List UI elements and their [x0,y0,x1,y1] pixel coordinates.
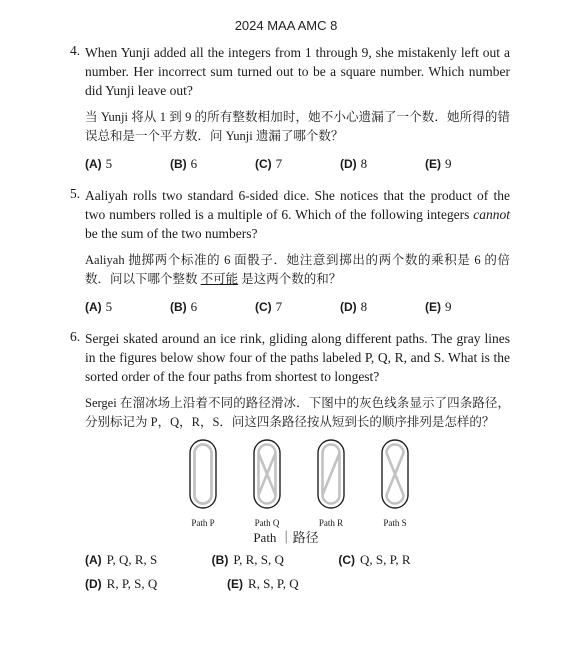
path-p-label: Path P [191,518,215,528]
path-q-label: Path Q [254,518,280,528]
question-text-zh: Aaliyah 抛掷两个标准的 6 面骰子．她注意到掷出的两个数的乘积是 6 的倍数．问以下哪个整数 不可能 是这两个数的和？ [85,253,510,286]
path-s-rink [382,440,408,508]
path-r-rink [318,440,344,508]
question-6 [70,329,510,432]
answer-choices [85,299,510,315]
path-q-rink [254,440,280,508]
choice-e: (E) R, S, P, Q [227,576,299,591]
path-p-rink [190,440,216,508]
choice-b: (B) 6 [170,299,198,314]
choice-a: (A) 5 [85,299,113,314]
choice-a: (A) 5 [85,156,113,171]
choice-b: (B) P, R, S, Q [211,552,284,567]
choice-e: (E) 9 [425,156,452,171]
question-4 [70,43,510,172]
choice-c: (C) 7 [255,299,283,314]
choice-d: (D) 8 [340,299,368,314]
question-5 [70,186,510,315]
question-number: 5. [70,186,81,201]
choice-e: (E) 9 [425,299,452,314]
path-r-label: Path R [318,518,344,528]
choice-c: (C) Q, S, P, R [338,552,411,567]
path-s-label: Path S [383,518,407,528]
paths-diagram [180,438,420,518]
figure-caption: Path ｜路径 [253,530,319,545]
question-text-zh: 当 Yunji 将从 1 到 9 的所有整数相加时，她不小心遗漏了一个数．她所得的错误总和是一个平方数．问 Yunji 遗漏了哪个数？ [85,110,510,143]
choice-d: (D) R, P, S, Q [85,576,158,591]
question-text-en: When Yunji added all the integers from 1 through 9, she mistakenly left out a number. Her incorrect sum turned out to be a square number. Which number did Yunji leave out? [85,45,510,98]
answer-choices [85,156,510,172]
choice-c: (C) 7 [255,156,283,171]
answer-choices-q6 [85,552,465,600]
choice-b: (B) 6 [170,156,198,171]
question-number: 4. [70,43,81,58]
question-text-en: Aaliyah rolls two standard 6-sided dice. She notices that the product of the two numbers rolled is a multiple of 6. Which of the following integers cannot be the sum of the two numbers? [85,188,510,241]
question-text-en: Sergei skated around an ice rink, gliding along different paths. The gray lines in the figures below show four of the paths labeled P, Q, R, and S. What is the sorted order of the four paths from shortest to longest? [85,331,510,384]
question-text-zh: Sergei 在溜冰场上沿着不同的路径滑冰．下图中的灰色线条显示了四条路径，分别标记为 P，Q，R，S．问这四条路径按从短到长的顺序排列是怎样的？ [85,396,510,429]
question-number: 6. [70,329,81,344]
page-header: 2024 MAA AMC 8 [234,18,338,33]
choice-d: (D) 8 [340,156,368,171]
choice-a: (A) P, Q, R, S [85,552,158,567]
